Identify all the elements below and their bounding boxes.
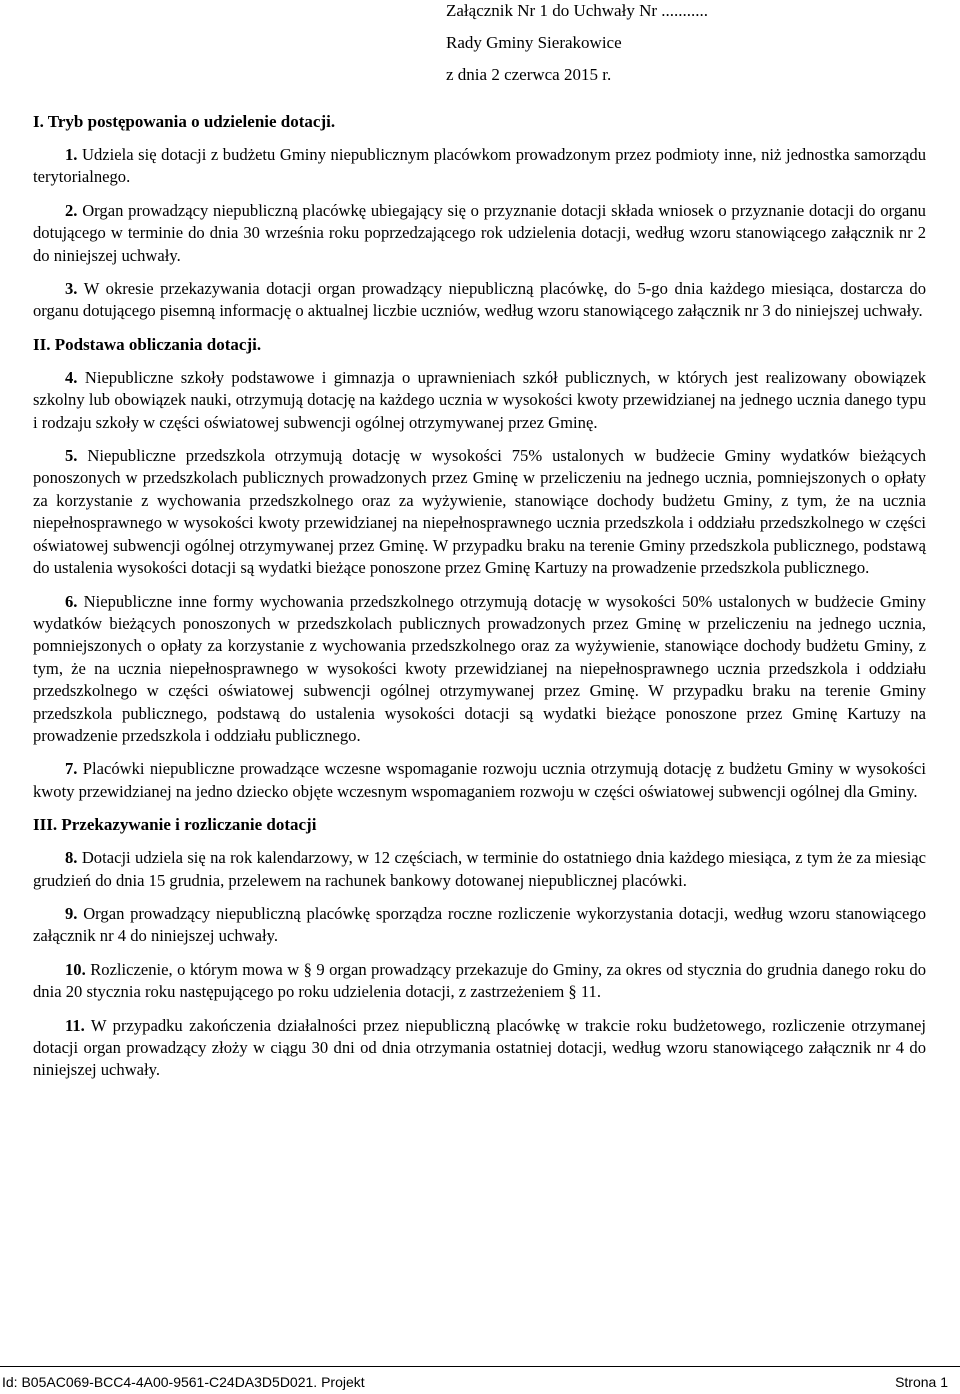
paragraph-number: 1. <box>65 145 78 164</box>
paragraph-text: Niepubliczne inne formy wychowania przedszkolnego otrzymują dotację w wysokości 50% ustalonych w budżecie Gminy wydatków bieżących ponoszonych w przedszkolach publicznych prowadzonych przez Gminę w przeliczeniu na jednego ucznia, pomniejszonych o opłaty za korzystanie z wychowania przedszkolnego oraz za wyżywienie, stanowiące dochody budżetu Gminy, z tym, że na ucznia niepełnosprawnego w wysokości kwoty przewidzianej na niepełnosprawnego ucznia przedszkola i oddziału przedszkolnego w części oświatowej subwencji ogólnej otrzymywanej przez Gminę. W przypadku braku na terenie Gminy przedszkola publicznego, podstawą do ustalenia wysokości dotacji są wydatki bieżące ponoszone przez Gminę Kartuzy na prowadzenie przedszkola i oddziału publicznego. <box>33 591 926 745</box>
council-name: Rady Gminy Sierakowice <box>446 33 622 52</box>
section-heading-3: III. Przekazywanie i rozliczanie dotacji <box>33 815 317 835</box>
paragraph-6 <box>33 591 926 748</box>
paragraph-text: Udziela się dotacji z budżetu Gminy niepublicznym placówkom prowadzonym przez podmioty inne, niż jednostka samorządu terytorialnego. <box>33 145 926 187</box>
document-date: z dnia 2 czerwca 2015 r. <box>446 65 612 84</box>
paragraph-number: 5. <box>65 446 78 466</box>
section-heading-2: II. Podstawa obliczania dotacji. <box>33 334 262 354</box>
paragraph-text: Niepubliczne przedszkola otrzymują dotację w wysokości 75% ustalonych w budżecie Gminy wydatków bieżących ponoszonych w przedszkolach publicznych prowadzonych przez Gminę w przeliczeniu na jednego ucznia, pomniejszonych o opłaty za korzystanie z wychowania przedszkolnego oraz za wyżywienie, stanowiące dochody budżetu Gminy, z tym, że na ucznia niepełnosprawnego w wysokości kwoty przewidzianej na niepełnosprawnego ucznia przedszkola i oddziału przedszkolnego w części oświatowej subwencji ogólnej otrzymywanej przez Gminę. W przypadku braku na terenie Gminy przedszkola publicznego, podstawą do ustalenia wysokości dotacji są wydatki bieżące ponoszone przez Gminę Kartuzy na prowadzenie przedszkola publicznego. <box>33 446 926 578</box>
attachment-title: Załącznik Nr 1 do Uchwały Nr ........... <box>446 1 709 20</box>
paragraph-1 <box>33 144 926 189</box>
paragraph-text: Organ prowadzący niepubliczną placówkę sporządza roczne rozliczenie wykorzystania dotacji, według wzoru stanowiącego załącznik nr 4 do niniejszej uchwały. <box>33 903 926 946</box>
section-heading-1: I. Tryb postępowania o udzielenie dotacji. <box>33 112 336 131</box>
paragraph-3 <box>33 278 926 323</box>
paragraph-number: 7. <box>65 759 78 779</box>
paragraph-2 <box>33 200 926 267</box>
paragraph-number: 4. <box>65 367 78 387</box>
paragraph-text: Dotacji udziela się na rok kalendarzowy, w 12 częściach, w terminie do ostatniego dnia każdego miesiąca, z tym że za miesiąc grudzień do dnia 15 grudnia, przelewem na rachunek bankowy dotowanej niepublicznej placówki. <box>33 848 926 890</box>
document-body <box>33 111 926 1082</box>
paragraph-4 <box>33 367 926 434</box>
paragraph-text: Placówki niepubliczne prowadzące wczesne wspomaganie rozwoju ucznia otrzymują dotację z budżetu Gminy w wysokości kwoty przewidzianej na jedno dziecko objęte wczesnym wspomaganiem rozwoju w części oświatowej subwencji ogólnej dla Gminy. <box>33 759 926 801</box>
paragraph-9 <box>33 903 926 948</box>
paragraph-5 <box>33 445 926 579</box>
page-number: Strona 1 <box>895 1374 948 1390</box>
paragraph-text: Organ prowadzący niepubliczną placówkę ubiegający się o przyznanie dotacji składa wniosek o przyznanie dotacji do organu dotującego w terminie do dnia 30 września roku poprzedzającego rok udzielenia dotacji, według wzoru stanowiącego załącznik nr 2 do niniejszej uchwały. <box>33 200 926 265</box>
paragraph-number: 3. <box>65 279 78 299</box>
document-header <box>446 0 926 96</box>
paragraph-text: W przypadku zakończenia działalności przez niepubliczną placówkę w trakcie roku budżetowego, rozliczenie otrzymanej dotacji organ prowadzący złoży w ciągu 30 dni od dnia otrzymania ostatniej dotacji, według wzoru stanowiącego załącznik nr 4 do niniejszej uchwały. <box>33 1015 926 1080</box>
page-footer <box>0 1366 960 1394</box>
paragraph-number: 9. <box>65 903 78 923</box>
paragraph-text: W okresie przekazywania dotacji organ prowadzący niepubliczną placówkę, do 5-go dnia każdego miesiąca, dostarcza do organu dotującego pisemną informację o aktualnej liczbie uczniów, według wzoru stanowiącego załącznik nr 3 do niniejszej uchwały. <box>33 279 926 321</box>
paragraph-text: Rozliczenie, o którym mowa w § 9 organ prowadzący przekazuje do Gminy, za okres od stycznia do grudnia danego roku do dnia 20 stycznia roku następującego po roku udzielenia dotacji, z zastrzeżeniem § 11. <box>33 959 927 1002</box>
paragraph-number: 10. <box>65 959 86 979</box>
paragraph-7 <box>33 758 926 803</box>
paragraph-number: 6. <box>65 591 78 611</box>
paragraph-number: 2. <box>65 200 78 220</box>
paragraph-10 <box>33 959 926 1004</box>
paragraph-11 <box>33 1015 926 1082</box>
paragraph-number: 8. <box>65 848 78 868</box>
paragraph-8 <box>33 847 926 892</box>
paragraph-text: Niepubliczne szkoły podstawowe i gimnazja o uprawnieniach szkół publicznych, w których jest realizowany obowiązek szkolny lub obowiązek nauki, otrzymują dotację na każdego ucznia w wysokości kwoty przewidzianej na jednego ucznia danego typu i rodzaju szkoły w części oświatowej subwencji ogólnej otrzymywanej przez Gminę. <box>33 367 926 432</box>
paragraph-number: 11. <box>65 1015 85 1035</box>
document-id: Id: B05AC069-BCC4-4A00-9561-C24DA3D5D021. Projekt <box>2 1374 365 1390</box>
